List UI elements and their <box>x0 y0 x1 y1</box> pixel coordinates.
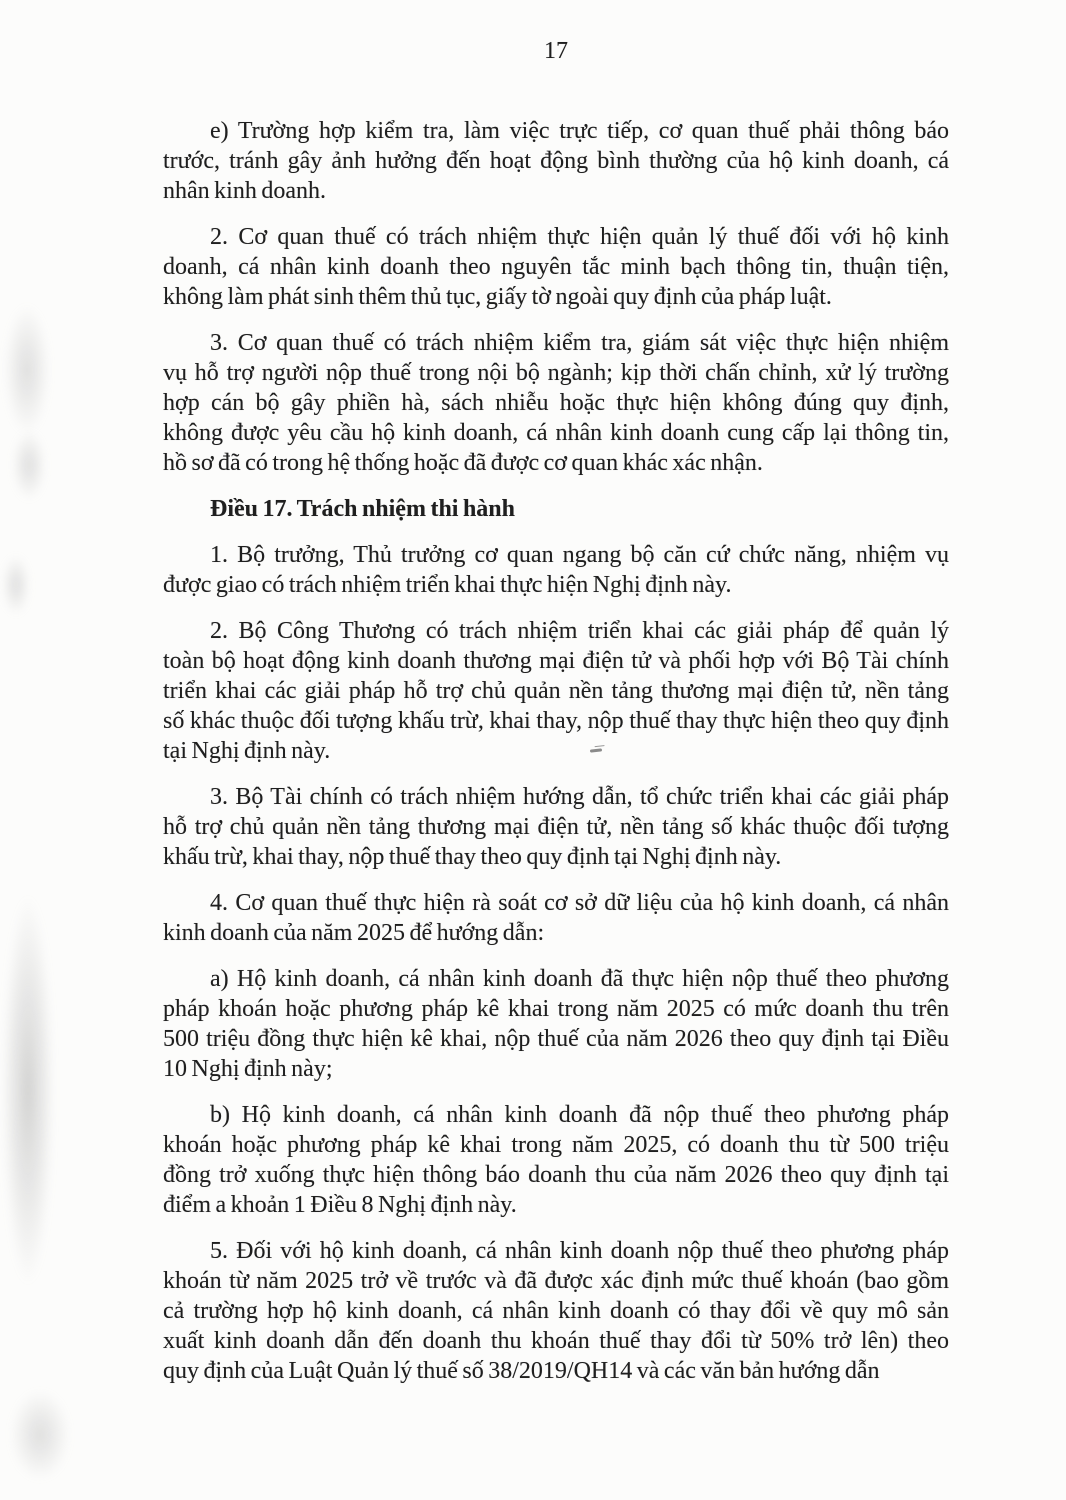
text-line: b) Hộ kinh doanh, cá nhân kinh doanh đã nộp thuế theo phương pháp <box>210 1102 949 1128</box>
text-line: 2. Cơ quan thuế có trách nhiệm thực hiện quản lý thuế đối với hộ kinh <box>210 224 949 250</box>
text-line: số khác thuộc đối tượng khấu trừ, khai thay, nộp thuế thay thực hiện theo quy định <box>163 708 949 734</box>
text-line: triển khai các giải pháp hỗ trợ chủ quản nền tảng thương mại điện tử, nền tảng <box>163 678 949 704</box>
text-line: khoán từ năm 2025 trở về trước và đã được xác định mức thuế khoán (bao gồm <box>163 1268 949 1294</box>
text-line: hỗ trợ chủ quản nền tảng thương mại điện tử, nền tảng số khác thuộc đối tượng <box>163 814 949 840</box>
text-line: 4. Cơ quan thuế thực hiện rà soát cơ sở dữ liệu của hộ kinh doanh, cá nhân <box>210 890 949 916</box>
scan-artifact <box>12 430 46 500</box>
text-line: 2. Bộ Công Thương có trách nhiệm triển khai các giải pháp để quản lý <box>210 618 949 644</box>
article-17-heading <box>163 494 949 524</box>
text-line: 1. Bộ trưởng, Thủ trưởng cơ quan ngang bộ căn cứ chức năng, nhiệm vụ <box>210 542 949 568</box>
text-line: được giao có trách nhiệm triển khai thực hiện Nghị định này. <box>163 572 732 598</box>
text-line: không làm phát sinh thêm thủ tục, giấy tờ ngoài quy định của pháp luật. <box>163 284 832 310</box>
para-clause-2 <box>163 222 949 312</box>
text-line: 5. Đối với hộ kinh doanh, cá nhân kinh doanh nộp thuế theo phương pháp <box>210 1238 949 1264</box>
text-line: khấu trừ, khai thay, nộp thuế thay theo quy định tại Nghị định này. <box>163 844 782 870</box>
text-line: cả trường hợp hộ kinh doanh, cá nhân kinh doanh có thay đổi về quy mô sản <box>163 1298 949 1324</box>
para-point-e <box>163 116 949 206</box>
scan-artifact <box>2 555 30 615</box>
text-line: toàn bộ hoạt động kinh doanh thương mại điện tử và phối hợp với Bộ Tài chính <box>163 648 949 674</box>
text-line: trước, tránh gây ảnh hưởng đến hoạt động bình thường của hộ kinh doanh, cá <box>163 148 949 174</box>
article17-clause-1 <box>163 540 949 600</box>
article17-clause-4 <box>163 888 949 948</box>
scan-artifact <box>4 305 50 435</box>
article17-clause-2 <box>163 616 949 766</box>
text-line: hồ sơ đã có trong hệ thống hoặc đã được cơ quan khác xác nhận. <box>163 450 763 476</box>
text-line: kinh doanh của năm 2025 để hướng dẫn: <box>163 920 545 946</box>
article17-clause-5 <box>163 1236 949 1386</box>
article17-clause-3 <box>163 782 949 872</box>
text-line: 3. Cơ quan thuế có trách nhiệm kiểm tra, giám sát việc thực hiện nhiệm <box>210 330 949 356</box>
text-line: tại Nghị định này. <box>163 738 331 764</box>
scan-artifact <box>2 895 54 1285</box>
text-line: vụ hỗ trợ người nộp thuế trong nội bộ ngành; kịp thời chấn chỉnh, xử lý trường <box>163 360 949 386</box>
text-line: không được yêu cầu hộ kinh doanh, cá nhân kinh doanh cung cấp lại thông tin, <box>163 420 949 446</box>
text-line: 10 Nghị định này; <box>163 1056 333 1082</box>
text-line: điểm a khoản 1 Điều 8 Nghị định này. <box>163 1192 517 1218</box>
text-line: 3. Bộ Tài chính có trách nhiệm hướng dẫn, tổ chức triển khai các giải pháp <box>210 784 949 810</box>
text-line: nhân kinh doanh. <box>163 178 326 204</box>
para-clause-3 <box>163 328 949 478</box>
scan-artifact <box>10 1390 70 1480</box>
document-body <box>163 116 949 1386</box>
page-number: 17 <box>544 38 568 64</box>
text-line: khoán hoặc phương pháp kê khai trong năm 2025, có doanh thu từ 500 triệu <box>163 1132 949 1158</box>
text-line: quy định của Luật Quản lý thuế số 38/2019/QH14 và các văn bản hướng dẫn <box>163 1358 880 1384</box>
text-line: Điều 17. Trách nhiệm thi hành <box>210 496 516 522</box>
text-line: doanh, cá nhân kinh doanh theo nguyên tắc minh bạch thông tin, thuận tiện, <box>163 254 949 280</box>
text-line: đồng trở xuống thực hiện thông báo doanh thu của năm 2026 theo quy định tại <box>163 1162 949 1188</box>
text-line: e) Trường hợp kiểm tra, làm việc trực tiếp, cơ quan thuế phải thông báo <box>210 118 949 144</box>
text-line: pháp khoán hoặc phương pháp kê khai trong năm 2025 có mức doanh thu trên <box>163 996 949 1022</box>
text-line: 500 triệu đồng thực hiện kê khai, nộp thuế của năm 2026 theo quy định tại Điều <box>163 1026 949 1052</box>
para-point-b <box>163 1100 949 1220</box>
text-line: a) Hộ kinh doanh, cá nhân kinh doanh đã thực hiện nộp thuế theo phương <box>210 966 949 992</box>
para-point-a <box>163 964 949 1084</box>
text-block <box>163 36 949 1386</box>
text-line: hợp cán bộ gây phiền hà, sách nhiễu hoặc thực hiện không đúng quy định, <box>163 390 949 416</box>
text-line: xuất kinh doanh dẫn đến doanh thu khoán thuế thay đổi từ 50% trở lên) theo <box>163 1328 949 1354</box>
